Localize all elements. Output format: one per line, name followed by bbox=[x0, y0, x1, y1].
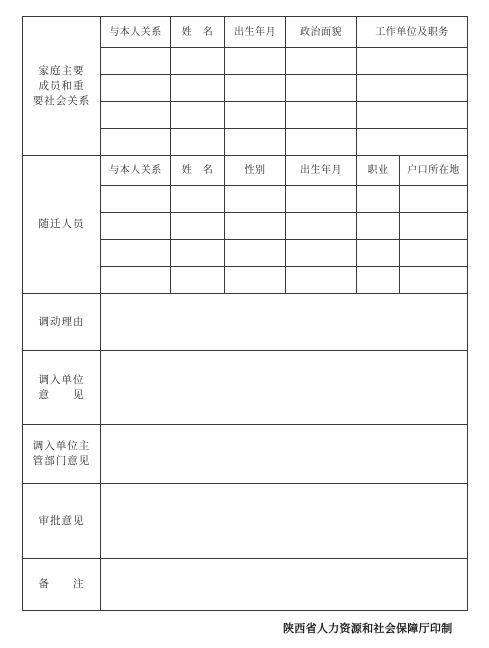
relocated-cell[interactable] bbox=[171, 213, 225, 240]
family-relations-label: 家庭主要 成员和重 要社会关系 bbox=[23, 17, 101, 156]
relocated-cell[interactable] bbox=[171, 186, 225, 213]
remarks-label: 备 注 bbox=[23, 559, 101, 611]
family-cell[interactable] bbox=[101, 102, 171, 129]
family-col-political-status: 政治面貌 bbox=[286, 17, 357, 48]
family-col-work-unit-position: 工作单位及职务 bbox=[357, 17, 468, 48]
relocated-cell[interactable] bbox=[101, 186, 171, 213]
personnel-transfer-form bbox=[22, 16, 468, 611]
family-cell[interactable] bbox=[286, 102, 357, 129]
relocated-col-relation: 与本人关系 bbox=[101, 156, 171, 186]
family-cell[interactable] bbox=[286, 48, 357, 75]
family-col-relation: 与本人关系 bbox=[101, 17, 171, 48]
reason-row bbox=[23, 294, 468, 351]
relocated-cell[interactable] bbox=[101, 213, 171, 240]
relocated-cell[interactable] bbox=[400, 267, 468, 294]
relocated-cell[interactable] bbox=[225, 186, 286, 213]
approval-opinion-field[interactable] bbox=[101, 484, 468, 559]
family-col-birth: 出生年月 bbox=[225, 17, 286, 48]
remarks-field[interactable] bbox=[101, 559, 468, 611]
relocated-cell[interactable] bbox=[357, 186, 400, 213]
family-cell[interactable] bbox=[225, 102, 286, 129]
relocated-persons-label: 随迁人员 bbox=[23, 156, 101, 294]
approval-row bbox=[23, 484, 468, 559]
relocated-cell[interactable] bbox=[400, 213, 468, 240]
family-cell[interactable] bbox=[357, 129, 468, 156]
relocated-cell[interactable] bbox=[400, 186, 468, 213]
relocated-col-gender: 性别 bbox=[225, 156, 286, 186]
relocated-cell[interactable] bbox=[101, 240, 171, 267]
family-cell[interactable] bbox=[225, 129, 286, 156]
family-header-row bbox=[23, 17, 468, 48]
remarks-row bbox=[23, 559, 468, 611]
issuer-footer: 陕西省人力资源和社会保障厅印制 bbox=[283, 622, 453, 635]
family-cell[interactable] bbox=[286, 129, 357, 156]
receiving-unit-row bbox=[23, 351, 468, 425]
family-cell[interactable] bbox=[286, 75, 357, 102]
relocated-cell[interactable] bbox=[225, 213, 286, 240]
family-cell[interactable] bbox=[357, 75, 468, 102]
family-cell[interactable] bbox=[225, 48, 286, 75]
relocated-cell[interactable] bbox=[171, 240, 225, 267]
relocated-col-occupation: 职业 bbox=[357, 156, 400, 186]
relocated-col-hukou: 户口所在地 bbox=[400, 156, 468, 186]
approval-opinion-label: 审批意见 bbox=[23, 484, 101, 559]
receiving-unit-opinion-field[interactable] bbox=[101, 351, 468, 425]
family-cell[interactable] bbox=[171, 129, 225, 156]
receiving-unit-opinion-label: 调入单位 意 见 bbox=[23, 351, 101, 425]
family-cell[interactable] bbox=[357, 102, 468, 129]
relocated-cell[interactable] bbox=[101, 267, 171, 294]
family-cell[interactable] bbox=[171, 102, 225, 129]
relocated-cell[interactable] bbox=[357, 213, 400, 240]
relocated-cell[interactable] bbox=[357, 240, 400, 267]
relocated-header-row bbox=[23, 156, 468, 186]
relocated-cell[interactable] bbox=[286, 240, 357, 267]
relocated-cell[interactable] bbox=[171, 267, 225, 294]
relocated-cell[interactable] bbox=[286, 186, 357, 213]
family-cell[interactable] bbox=[101, 48, 171, 75]
transfer-reason-field[interactable] bbox=[101, 294, 468, 351]
receiving-dept-opinion-field[interactable] bbox=[101, 425, 468, 484]
family-cell[interactable] bbox=[171, 75, 225, 102]
relocated-col-birth: 出生年月 bbox=[286, 156, 357, 186]
transfer-reason-label: 调动理由 bbox=[23, 294, 101, 351]
family-col-name: 姓 名 bbox=[171, 17, 225, 48]
relocated-col-name: 姓 名 bbox=[171, 156, 225, 186]
receiving-dept-opinion-label: 调入单位主 管部门意见 bbox=[23, 425, 101, 484]
family-cell[interactable] bbox=[101, 75, 171, 102]
family-cell[interactable] bbox=[171, 48, 225, 75]
relocated-cell[interactable] bbox=[357, 267, 400, 294]
relocated-cell[interactable] bbox=[225, 240, 286, 267]
family-cell[interactable] bbox=[101, 129, 171, 156]
relocated-cell[interactable] bbox=[286, 267, 357, 294]
relocated-cell[interactable] bbox=[286, 213, 357, 240]
receiving-dept-row bbox=[23, 425, 468, 484]
family-cell[interactable] bbox=[225, 75, 286, 102]
relocated-cell[interactable] bbox=[225, 267, 286, 294]
family-cell[interactable] bbox=[357, 48, 468, 75]
relocated-cell[interactable] bbox=[400, 240, 468, 267]
